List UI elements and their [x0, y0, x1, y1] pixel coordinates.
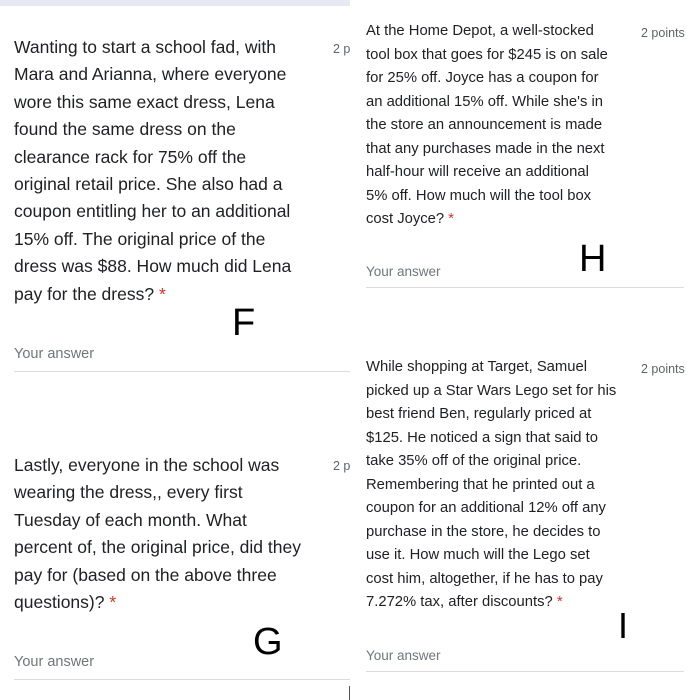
required-asterisk: *	[448, 211, 455, 227]
letter-label: G	[253, 621, 283, 663]
question-text: Lastly, everyone in the school was wearing the dress,, every first Tuesday of each month. What percent of, the original price, did they pay for (based on the above three questions)? *	[14, 455, 301, 613]
answer-input[interactable]: Your answer	[366, 264, 441, 279]
answer-underline	[366, 287, 684, 288]
answer-underline	[366, 671, 684, 672]
question-card-f	[0, 0, 350, 408]
answer-underline	[14, 679, 350, 680]
letter-label: I	[618, 605, 629, 646]
required-asterisk: *	[109, 592, 117, 613]
question-text: While shopping at Target, Samuel picked up a Star Wars Lego set for his best friend Ben, regularly priced at $125. He noticed a sign that said to take 35% off of the original price. Remembering that he printed out a coupon for an additional 12% off any purchase in the store, he decides to use it. How much will the Lego set cost him, altogether, if he has to pay 7.272% tax, after discounts? *	[366, 359, 617, 610]
letter-label: F	[232, 302, 256, 344]
question-text: At the Home Depot, a well-stocked tool box that goes for $245 is on sale for 25% off. Joyce has a coupon for an additional 15% off. While she's in the store an announcement is made that any purchases made in the next half-hour will receive an additional 5% off. How much will the tool box cost Joyce? *	[366, 23, 608, 227]
required-asterisk: *	[556, 594, 563, 610]
letter-label: H	[579, 238, 607, 280]
question-card-i	[350, 332, 700, 700]
required-asterisk: *	[158, 283, 166, 304]
question-card-g	[0, 424, 350, 700]
answer-input[interactable]: Your answer	[366, 648, 441, 663]
answer-underline	[14, 371, 350, 372]
answer-input[interactable]: Your answer	[14, 654, 95, 670]
points-label: 2 points	[641, 362, 685, 376]
question-text: Wanting to start a school fad, with Mara and Arianna, where everyone wore this same exact dress, Lena found the same dress on the clearance rack for 75% off the original retail price. She also had a coupon entitling her to an additional 15% off. The original price of the dress was $88. How much did Lena pay for the dress? *	[14, 37, 292, 304]
question-card-h	[350, 0, 700, 318]
points-label: 2 p	[333, 42, 350, 56]
points-label: 2 points	[641, 26, 685, 40]
answer-input[interactable]: Your answer	[14, 346, 95, 362]
card-top-band	[0, 0, 350, 6]
points-label: 2 p	[333, 459, 350, 473]
